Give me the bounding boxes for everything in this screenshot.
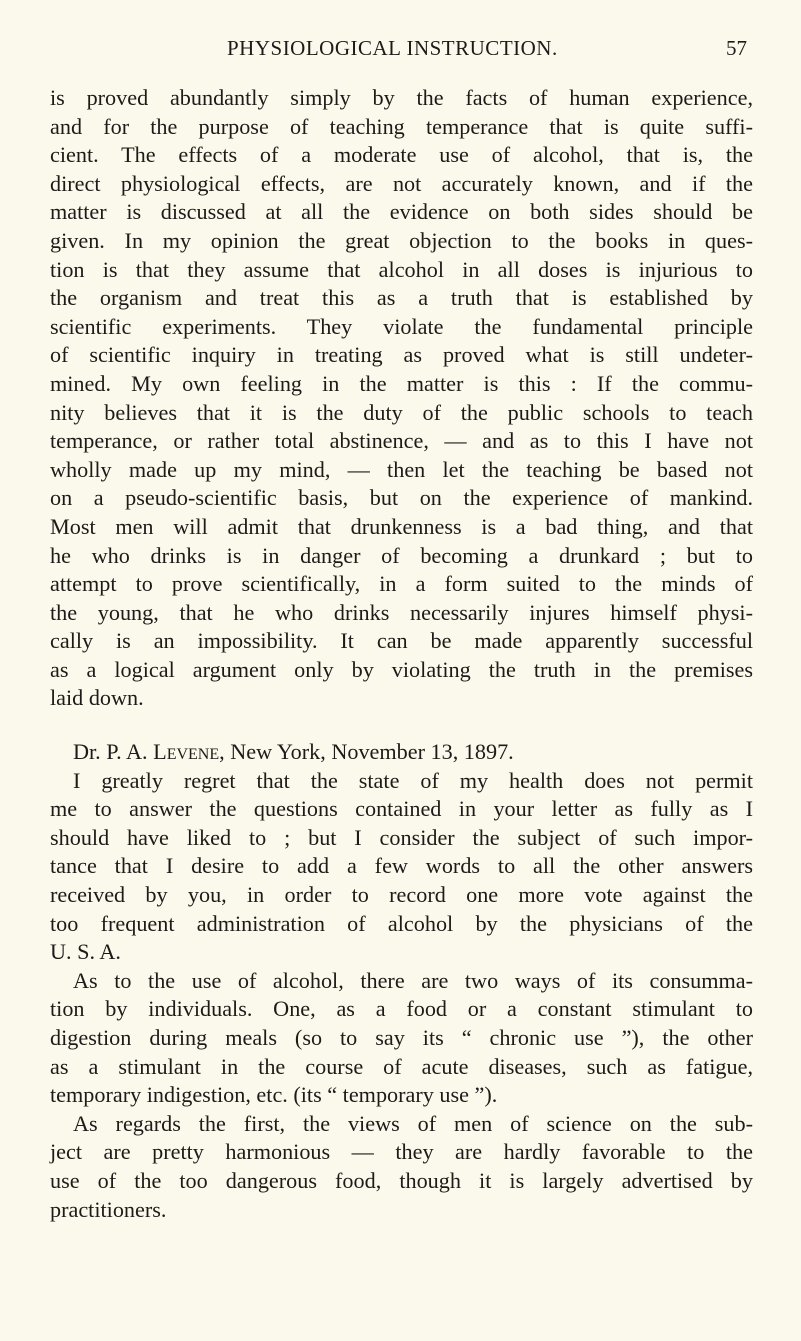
text-line: digestion during meals (so to say its “ chronic use ”), the other xyxy=(50,1025,753,1050)
section-gap xyxy=(50,713,753,738)
text-line: tion is that they assume that alcohol in all doses is injurious to xyxy=(50,256,753,282)
paragraph-2 xyxy=(50,767,753,967)
text-line: tion by individuals. One, as a food or a constant stimulant to xyxy=(50,996,753,1022)
text-line: on a pseudo-scientific basis, but on the experience of mankind. xyxy=(50,485,753,511)
text-line: tance that I desire to add a few words to all the other answers xyxy=(50,853,753,879)
page-number: 57 xyxy=(726,36,747,60)
text-line: ject are pretty harmonious — they are hardly favorable to the xyxy=(50,1139,753,1165)
text-line: and for the purpose of teaching temperance that is quite suffi- xyxy=(50,113,753,139)
text-line: use of the too dangerous food, though it is largely advertised by xyxy=(50,1167,753,1193)
text-line: nity believes that it is the duty of the public schools to teach xyxy=(50,399,753,425)
text-line: attempt to prove scientifically, in a form suited to the minds of xyxy=(50,571,753,597)
text-line: should have liked to ; but I consider the subject of such impor- xyxy=(50,824,753,850)
text-line: the organism and treat this as a truth that is established by xyxy=(50,285,753,311)
text-line: me to answer the questions contained in your letter as fully as I xyxy=(50,796,753,822)
text-line: wholly made up my mind, — then let the teaching be based not xyxy=(50,456,753,482)
text-line: is proved abundantly simply by the facts of human experience, xyxy=(50,85,753,110)
text-line: practitioners. xyxy=(50,1196,167,1222)
paragraph-1 xyxy=(50,84,753,713)
text-line: cient. The effects of a moderate use of alcohol, that is, the xyxy=(50,142,753,168)
text-line: direct physiological effects, are not accurately known, and if the xyxy=(50,170,753,196)
text-line: As regards the first, the views of men of science on the sub- xyxy=(73,1110,753,1136)
text-line: Most men will admit that drunkenness is a bad thing, and that xyxy=(50,513,753,539)
paragraph-3 xyxy=(50,967,753,1110)
text-line: scientific experiments. They violate the fundamental principle xyxy=(50,313,753,339)
paragraph-4 xyxy=(50,1110,753,1224)
text-line: given. In my opinion the great objection to the books in ques- xyxy=(50,227,753,253)
text-line: received by you, in order to record one more vote against the xyxy=(50,882,753,908)
text-line: the young, that he who drinks necessarily injures himself physi- xyxy=(50,599,753,625)
letter-title: Dr. P. A. xyxy=(73,739,148,765)
text-line: he who drinks is in danger of becoming a drunkard ; but to xyxy=(50,542,753,568)
text-line: of scientific inquiry in treating as proved what is still undeter- xyxy=(50,342,753,368)
text-line: temperance, or rather total abstinence, — and as to this I have not xyxy=(50,428,753,454)
text-line: As to the use of alcohol, there are two ways of its consumma- xyxy=(73,967,753,993)
text-line: mined. My own feeling in the matter is this : If the commu- xyxy=(50,370,753,396)
text-line: as a logical argument only by violating the truth in the premises xyxy=(50,656,753,682)
text-line: temporary indigestion, etc. (its “ temporary use ”). xyxy=(50,1082,498,1108)
letter-place-date: , New York, November 13, 1897. xyxy=(219,739,514,765)
letter-heading xyxy=(50,738,753,767)
text-line: matter is discussed at all the evidence on both sides should be xyxy=(50,199,753,225)
text-line: as a stimulant in the course of acute diseases, such as fatigue, xyxy=(50,1053,753,1079)
page-body xyxy=(50,84,753,1224)
text-line: U. S. A. xyxy=(50,939,121,965)
text-line: I greatly regret that the state of my health does not permit xyxy=(73,767,753,793)
text-line: too frequent administration of alcohol by the physicians of the xyxy=(50,910,753,936)
running-head: PHYSIOLOGICAL INSTRUCTION. xyxy=(227,36,558,60)
letter-author-name: Levene xyxy=(153,739,220,765)
text-line: laid down. xyxy=(50,685,144,711)
text-line: cally is an impossibility. It can be made apparently successful xyxy=(50,628,753,654)
